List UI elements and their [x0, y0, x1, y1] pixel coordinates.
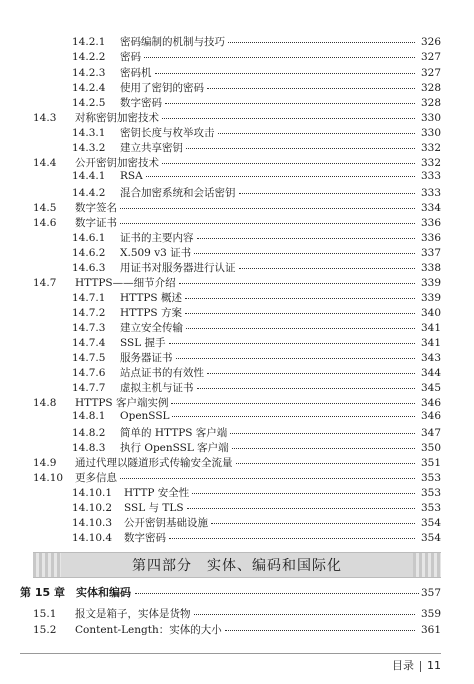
- entry-title: RSA: [120, 170, 143, 182]
- dot-leader: [207, 373, 415, 374]
- entry-number: 14.7: [33, 277, 57, 289]
- entry-page: 327: [420, 67, 441, 79]
- dot-leader: [172, 416, 415, 417]
- toc-entry: [33, 622, 441, 637]
- entry-page: 350: [420, 442, 441, 454]
- entry-number: 14.8.3: [72, 442, 106, 454]
- dot-leader: [194, 614, 416, 615]
- toc-entry: [72, 515, 441, 530]
- dot-leader: [197, 238, 416, 239]
- toc-entry: [72, 65, 441, 80]
- entry-title: 数字证书: [75, 217, 117, 229]
- dot-leader: [239, 193, 416, 194]
- page-footer: [392, 657, 441, 673]
- dot-leader: [162, 118, 415, 119]
- dot-leader: [146, 176, 415, 177]
- dot-leader: [211, 523, 415, 524]
- entry-page: 361: [420, 624, 441, 636]
- dot-leader: [185, 313, 415, 314]
- entry-title: 建立安全传输: [120, 322, 183, 334]
- toc-entry: [33, 110, 441, 125]
- entry-title: 服务器证书: [120, 352, 173, 364]
- dot-leader: [187, 508, 415, 509]
- toc-entry: [72, 290, 441, 305]
- toc-entry: [33, 395, 441, 410]
- dot-leader: [171, 403, 415, 404]
- dot-leader: [179, 283, 415, 284]
- toc-entry: [72, 230, 441, 245]
- toc-entry: [33, 606, 441, 621]
- entry-title: Content-Length：实体的大小: [75, 624, 222, 636]
- entry-number: 14.2.1: [72, 36, 106, 48]
- entry-page: 353: [420, 472, 441, 484]
- entry-page: 353: [420, 502, 441, 514]
- entry-number: 14.10.2: [72, 502, 113, 514]
- toc-entry: [72, 485, 441, 500]
- entry-number: 14.2.4: [72, 82, 106, 94]
- entry-title: 数字密码: [124, 532, 166, 544]
- entry-page: 351: [420, 457, 441, 469]
- part-heading-banner: [33, 552, 441, 578]
- footer-page-number: 11: [427, 659, 441, 672]
- toc-entry: [72, 425, 441, 440]
- entry-number: 14.6.1: [72, 232, 106, 244]
- entry-page: 359: [420, 608, 441, 620]
- entry-title: 执行 OpenSSL 客户端: [120, 442, 229, 454]
- entry-title: SSL 与 TLS: [124, 502, 184, 514]
- entry-number: 14.7.2: [72, 307, 106, 319]
- entry-title: 通过代理以隧道形式传输安全流量: [75, 457, 233, 469]
- toc-entry: [72, 95, 441, 110]
- dot-leader: [144, 57, 415, 58]
- entry-number: 14.7.5: [72, 352, 106, 364]
- entry-page: 334: [420, 202, 441, 214]
- entry-page: 353: [420, 487, 441, 499]
- toc-entry: [72, 305, 441, 320]
- toc-entry: [72, 260, 441, 275]
- toc-entry: [72, 320, 441, 335]
- toc-entry: [72, 530, 441, 545]
- toc-entry: [72, 125, 441, 140]
- entry-page: 326: [420, 36, 441, 48]
- entry-number: 14.10.4: [72, 532, 113, 544]
- dot-leader: [228, 42, 415, 43]
- entry-page: 338: [420, 262, 441, 274]
- dot-leader: [192, 493, 415, 494]
- entry-page: 354: [420, 532, 441, 544]
- dot-leader: [176, 358, 416, 359]
- entry-title: 数字签名: [75, 202, 117, 214]
- dot-leader: [194, 253, 415, 254]
- dot-leader: [120, 223, 415, 224]
- dot-leader: [232, 448, 415, 449]
- entry-title: HTTPS 客户端实例: [75, 397, 169, 409]
- entry-page: 332: [420, 142, 441, 154]
- dot-leader: [186, 328, 415, 329]
- entry-title: 简单的 HTTPS 客户端: [120, 427, 228, 439]
- entry-title: 使用了密钥的密码: [120, 82, 204, 94]
- entry-number: 14.3.2: [72, 142, 106, 154]
- dot-leader: [186, 148, 415, 149]
- entry-page: 343: [420, 352, 441, 364]
- entry-page: 340: [420, 307, 441, 319]
- entry-number: 14.7.6: [72, 367, 106, 379]
- dot-leader: [135, 593, 419, 594]
- entry-page: 336: [420, 232, 441, 244]
- toc-entry: [72, 185, 441, 200]
- entry-title: 对称密钥加密技术: [75, 112, 159, 124]
- toc-entry: [33, 455, 441, 470]
- toc-entry: [72, 350, 441, 365]
- entry-title: 公开密钥基础设施: [124, 517, 208, 529]
- toc-entry: [72, 500, 441, 515]
- entry-page: 330: [420, 127, 441, 139]
- footer-separator: [420, 661, 421, 672]
- dot-leader: [185, 298, 415, 299]
- entry-number: 14.10: [33, 472, 64, 484]
- entry-page: 339: [420, 277, 441, 289]
- entry-title: 虚拟主机与证书: [120, 382, 194, 394]
- toc-entry: [72, 140, 441, 155]
- dot-leader: [162, 163, 415, 164]
- entry-title: SSL 握手: [120, 337, 166, 349]
- entry-number: 14.2.2: [72, 51, 106, 63]
- toc-entry: [33, 215, 441, 230]
- dot-leader: [155, 73, 416, 74]
- footer-section: 目录: [392, 659, 414, 672]
- entry-title: X.509 v3 证书: [120, 247, 192, 259]
- entry-page: 333: [420, 187, 441, 199]
- toc-entry: [72, 335, 441, 350]
- entry-title: HTTPS——细节介绍: [75, 277, 176, 289]
- entry-title: 建立共享密钥: [120, 142, 183, 154]
- entry-page: 328: [420, 97, 441, 109]
- dot-leader: [120, 478, 415, 479]
- entry-page: 328: [420, 82, 441, 94]
- footer-divider: [20, 653, 441, 654]
- entry-number: 14.4: [33, 157, 57, 169]
- dot-leader: [169, 343, 415, 344]
- dot-leader: [225, 630, 415, 631]
- entry-number: 14.7.3: [72, 322, 106, 334]
- entry-number: 14.3: [33, 112, 57, 124]
- dot-leader: [169, 538, 415, 539]
- entry-title: 更多信息: [75, 472, 117, 484]
- entry-page: 333: [420, 170, 441, 182]
- entry-page: 346: [420, 410, 441, 422]
- entry-page: 337: [420, 247, 441, 259]
- chapter-heading: [20, 584, 441, 600]
- dot-leader: [120, 208, 415, 209]
- entry-title: 公开密钥加密技术: [75, 157, 159, 169]
- entry-number: 14.7.7: [72, 382, 106, 394]
- entry-page: 339: [420, 292, 441, 304]
- entry-number: 14.9: [33, 457, 57, 469]
- toc-entry: [72, 410, 441, 422]
- dot-leader: [165, 103, 415, 104]
- entry-page: 344: [420, 367, 441, 379]
- entry-page: 341: [420, 322, 441, 334]
- entry-number: 14.8.1: [72, 410, 106, 422]
- entry-title: 密码: [120, 51, 141, 63]
- entry-title: 用证书对服务器进行认证: [120, 262, 236, 274]
- entry-title: OpenSSL: [120, 410, 170, 422]
- toc-entry: [72, 49, 441, 64]
- entry-title: 数字密码: [120, 97, 162, 109]
- entry-number: 14.10.1: [72, 487, 113, 499]
- toc-entry: [33, 200, 441, 215]
- entry-number: 15.2: [33, 624, 57, 636]
- toc-entry: [72, 440, 441, 455]
- entry-number: 14.2.3: [72, 67, 106, 79]
- dot-leader: [197, 388, 416, 389]
- dot-leader: [207, 88, 415, 89]
- entry-title: 报文是箱子，实体是货物: [75, 608, 191, 620]
- toc-entry: [72, 170, 441, 182]
- entry-number: 14.6.2: [72, 247, 106, 259]
- entry-page: 336: [420, 217, 441, 229]
- entry-title: 证书的主要内容: [120, 232, 194, 244]
- entry-title: 密钥长度与枚举攻击: [120, 127, 215, 139]
- toc-entry: [33, 155, 441, 170]
- entry-title: HTTPS 方案: [120, 307, 182, 319]
- entry-number: 14.8: [33, 397, 57, 409]
- entry-title: 密码机: [120, 67, 152, 79]
- entry-page: 330: [420, 112, 441, 124]
- entry-number: 14.6: [33, 217, 57, 229]
- entry-number: 14.7.4: [72, 337, 106, 349]
- dot-leader: [236, 463, 416, 464]
- toc-entry: [33, 275, 441, 290]
- entry-number: 14.2.5: [72, 97, 106, 109]
- entry-page: 327: [420, 51, 441, 63]
- entry-page: 347: [420, 427, 441, 439]
- toc-entry: [72, 365, 441, 380]
- entry-page: 332: [420, 157, 441, 169]
- chapter-page: 357: [420, 587, 441, 599]
- entry-page: 354: [420, 517, 441, 529]
- toc-entry: [72, 34, 441, 49]
- entry-number: 14.6.3: [72, 262, 106, 274]
- toc-entry: [72, 245, 441, 260]
- dot-leader: [218, 133, 416, 134]
- entry-number: 14.3.1: [72, 127, 106, 139]
- toc-entry: [72, 80, 441, 95]
- entry-page: 345: [420, 382, 441, 394]
- toc-entry: [72, 380, 441, 395]
- entry-number: 14.10.3: [72, 517, 113, 529]
- entry-number: 15.1: [33, 608, 57, 620]
- entry-number: 14.5: [33, 202, 57, 214]
- entry-title: 密码编制的机制与技巧: [120, 36, 225, 48]
- dot-leader: [230, 433, 415, 434]
- toc-entry: [33, 470, 441, 485]
- entry-title: HTTP 安全性: [124, 487, 190, 499]
- entry-number: 14.4.2: [72, 187, 106, 199]
- entry-title: 站点证书的有效性: [120, 367, 204, 379]
- entry-title: 混合加密系统和会话密钥: [120, 187, 236, 199]
- entry-number: 14.7.1: [72, 292, 106, 304]
- entry-number: 14.4.1: [72, 170, 106, 182]
- dot-leader: [239, 268, 416, 269]
- entry-title: HTTPS 概述: [120, 292, 182, 304]
- entry-number: 14.8.2: [72, 427, 106, 439]
- entry-page: 346: [420, 397, 441, 409]
- entry-page: 341: [420, 337, 441, 349]
- chapter-label: 第 15 章 实体和编码: [20, 586, 131, 599]
- part-title: 第四部分 实体、编码和国际化: [132, 558, 342, 574]
